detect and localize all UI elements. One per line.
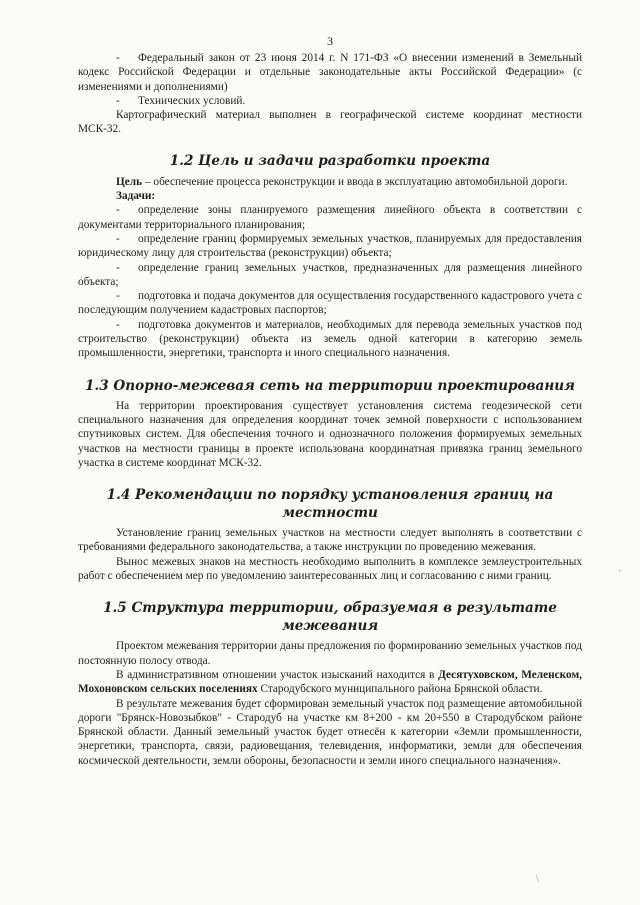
task-item: - определение зоны планируемого размещения линейного объекта в соответствии с документами территориального планирования; bbox=[78, 204, 582, 231]
markers-paragraph: Вынос межевых знаков на местность необходимо выполнить в комплексе землеустроительных работ с обеспечением мер по уведомлению заинтересованных лиц и согласованию с ними границ. bbox=[78, 555, 582, 583]
goal-label: Цель bbox=[116, 175, 143, 188]
list-item-conditions: - Технических условий. bbox=[116, 94, 246, 107]
scan-speck: · bbox=[618, 566, 622, 577]
task-item: - определение границ формируемых земельных участков, планируемых для предоставления юридическому лицу для строительства (реконструкции) объекта; bbox=[78, 232, 582, 260]
heading-1-3: 1.3 Опорно-межевая сеть на территории проектирования bbox=[85, 377, 575, 394]
task-item: - определение границ земельных участков, предназначенных для размещения линейного объекта; bbox=[78, 261, 582, 288]
administrative-paragraph: В административном отношении участок изысканий находится в Десятуховском, Меленском, Мохоновском сельских поселениях Стародубского муниципального района Брянской области. bbox=[78, 668, 582, 696]
heading-1-5: 1.5 Структура территории, образуемая в результате bbox=[103, 600, 557, 617]
task-item: - подготовка и подача документов для осуществления государственного кадастрового учета с последующим получением кадастровых паспортов; bbox=[78, 290, 582, 317]
goal-paragraph: Цель – обеспечение процесса реконструкции и ввода в эксплуатацию автомобильной дороги. bbox=[116, 175, 568, 188]
page-number: 3 bbox=[327, 34, 333, 48]
geodetic-paragraph: На территории проектирования существует установления система геодезической сети специального назначения для определения координат точек земной поверхности с использованием спутниковых систем. Для обеспечения точного и однозначного положения формируемых земельных участков на местности границы в проекте использована координатная привязка границ земельного участка в системе координат МСК-32. bbox=[78, 399, 582, 469]
settlements-names: Десятуховском, Меленском, Мохоновском сельских поселениях bbox=[78, 668, 582, 696]
task-item: - подготовка документов и материалов, необходимых для перевода земельных участков под строительство (реконструкции) объекта из земель одной категории в категорию земель промышленности, энергетики, транспорта и иного специального назначения. bbox=[78, 318, 582, 360]
list-item-law: - Федеральный закон от 23 июня 2014 г. N 171-ФЗ «О внесении изменений в Земельный кодекс Российской Федерации и отдельные законодательные акты Российской Федерации» (с изменениями и дополнениями) bbox=[78, 52, 582, 93]
page-content bbox=[78, 51, 582, 768]
scan-speck: \ bbox=[536, 874, 539, 885]
land-category-paragraph: В результате межевания будет сформирован земельный участок под размещение автомобильной дороги "Брянск-Новозыбков" - Стародуб на участке км 8+200 - км 20+550 в Стародубском районе Брянской области. Данный земельный участок будет отнесён к категории «Земли промышленности, энергетики, транспорта, связи, радиовещания, телевидения, информатики, земли для обеспечения космической деятельности, земли обороны, безопасности и земли иного специального назначения». bbox=[78, 697, 582, 767]
boundaries-paragraph: Установление границ земельных участков на местности следует выполнять в соответствии с требованиями федерального законодательства, а также инструкции по проведению межевания. bbox=[78, 527, 582, 554]
tasks-label: Задачи: bbox=[116, 190, 156, 203]
heading-1-4: 1.4 Рекомендации по порядку установления границ на местности bbox=[106, 487, 554, 522]
cartography-paragraph: Картографический материал выполнен в географической системе координат местности МСК-32. bbox=[78, 109, 582, 136]
proposal-paragraph: Проектом межевания территории даны предложения по формированию земельных участков под постоянную полосу отвода. bbox=[78, 640, 582, 667]
heading-1-5-cont: межевания bbox=[281, 618, 379, 635]
heading-1-2: 1.2 Цель и задачи разработки проекта bbox=[169, 152, 491, 169]
